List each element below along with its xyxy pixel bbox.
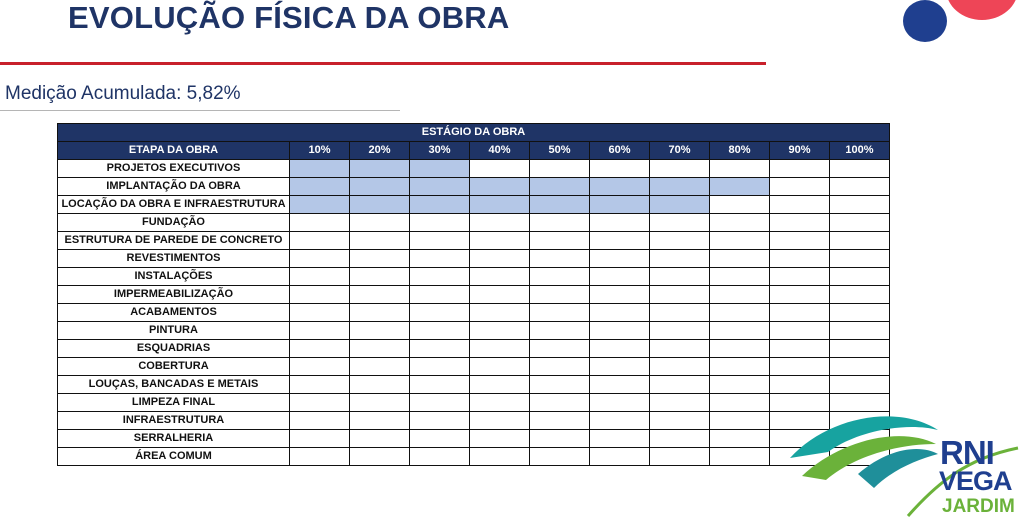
progress-cell-empty [710,430,770,448]
logo-line-jardim: JARDIM [942,496,1015,517]
progress-cell-empty [830,304,890,322]
stage-label: PROJETOS EXECUTIVOS [58,160,290,178]
progress-cell-empty [350,322,410,340]
progress-cell-empty [470,160,530,178]
stage-label: SERRALHERIA [58,430,290,448]
progress-cell-empty [290,394,350,412]
table-row [58,232,890,250]
stage-header-8: 80% [710,142,770,160]
progress-cell-empty [650,250,710,268]
progress-cell-empty [350,394,410,412]
progress-cell-empty [830,268,890,286]
progress-cell-filled [350,178,410,196]
progress-cell-filled [290,160,350,178]
stage-label: IMPERMEABILIZAÇÃO [58,286,290,304]
progress-cell-empty [650,340,710,358]
progress-cell-empty [650,394,710,412]
stage-label: PINTURA [58,322,290,340]
progress-cell-empty [350,340,410,358]
progress-cell-empty [710,340,770,358]
progress-cell-empty [530,160,590,178]
progress-cell-filled [470,178,530,196]
table-row [58,394,890,412]
progress-cell-empty [290,412,350,430]
progress-cell-empty [410,412,470,430]
progress-cell-empty [470,304,530,322]
progress-cell-filled [350,196,410,214]
progress-cell-empty [770,268,830,286]
progress-cell-empty [770,232,830,250]
progress-cell-empty [530,358,590,376]
progress-cell-empty [350,286,410,304]
progress-cell-empty [290,322,350,340]
stage-label: ACABAMENTOS [58,304,290,322]
progress-cell-empty [590,430,650,448]
stage-label: LOCAÇÃO DA OBRA E INFRAESTRUTURA [58,196,290,214]
progress-cell-empty [410,286,470,304]
progress-cell-filled [590,178,650,196]
progress-cell-filled [650,178,710,196]
progress-cell-empty [770,358,830,376]
progress-cell-empty [590,214,650,232]
progress-cell-empty [710,232,770,250]
progress-cell-empty [590,160,650,178]
progress-cell-empty [830,196,890,214]
progress-cell-empty [590,286,650,304]
first-column-header: ETAPA DA OBRA [58,142,290,160]
progress-cell-empty [830,178,890,196]
progress-cell-empty [530,412,590,430]
progress-cell-empty [650,304,710,322]
progress-cell-empty [290,286,350,304]
progress-cell-empty [350,376,410,394]
progress-cell-empty [530,448,590,466]
blue-circle-icon [903,0,947,42]
progress-cell-filled [710,178,770,196]
progress-cell-empty [290,448,350,466]
progress-cell-filled [410,196,470,214]
progress-cell-empty [710,250,770,268]
progress-cell-empty [470,376,530,394]
progress-cell-empty [350,268,410,286]
progress-cell-empty [470,268,530,286]
progress-cell-filled [410,160,470,178]
subtitle-underline [0,110,400,111]
progress-cell-empty [530,376,590,394]
progress-cell-empty [530,394,590,412]
table-row [58,322,890,340]
progress-cell-empty [530,214,590,232]
stage-label: ESQUADRIAS [58,340,290,358]
table-body [58,160,890,466]
table-row [58,286,890,304]
progress-table [57,123,890,466]
title-underline [0,62,766,65]
table-row [58,268,890,286]
progress-cell-filled [410,178,470,196]
progress-cell-empty [290,430,350,448]
logo-line-rni: RNI [940,434,994,471]
table-row [58,160,890,178]
progress-cell-empty [710,376,770,394]
stage-label: FUNDAÇÃO [58,214,290,232]
progress-cell-empty [470,448,530,466]
progress-cell-filled [290,178,350,196]
progress-cell-empty [650,322,710,340]
progress-cell-empty [650,214,710,232]
stage-label: INSTALAÇÕES [58,268,290,286]
table-row [58,358,890,376]
table-row [58,304,890,322]
table-row [58,178,890,196]
progress-cell-empty [770,376,830,394]
progress-cell-empty [590,268,650,286]
progress-cell-empty [650,268,710,286]
progress-cell-empty [590,250,650,268]
progress-cell-empty [710,268,770,286]
progress-cell-empty [830,160,890,178]
progress-cell-empty [530,268,590,286]
progress-cell-filled [470,196,530,214]
progress-cell-empty [770,304,830,322]
red-circle-icon [946,0,1018,20]
progress-cell-empty [350,430,410,448]
stage-header-5: 50% [530,142,590,160]
progress-cell-empty [650,232,710,250]
progress-cell-empty [830,358,890,376]
progress-cell-empty [710,214,770,232]
progress-cell-empty [650,358,710,376]
stage-label: LIMPEZA FINAL [58,394,290,412]
progress-cell-empty [590,412,650,430]
stage-header-3: 30% [410,142,470,160]
progress-cell-empty [470,412,530,430]
progress-cell-empty [350,304,410,322]
progress-cell-empty [590,358,650,376]
progress-cell-empty [590,376,650,394]
progress-cell-empty [770,250,830,268]
stage-label: COBERTURA [58,358,290,376]
progress-cell-empty [410,430,470,448]
table-row [58,340,890,358]
progress-cell-empty [470,232,530,250]
progress-cell-empty [650,160,710,178]
stage-header-7: 70% [650,142,710,160]
progress-cell-empty [470,214,530,232]
group-header-row [58,124,890,142]
progress-cell-empty [410,214,470,232]
table-row [58,196,890,214]
stage-header-9: 90% [770,142,830,160]
progress-cell-empty [350,448,410,466]
progress-cell-empty [410,304,470,322]
progress-cell-empty [710,448,770,466]
progress-cell-empty [410,268,470,286]
stage-header-4: 40% [470,142,530,160]
progress-cell-empty [350,232,410,250]
progress-cell-empty [770,340,830,358]
stage-header-6: 60% [590,142,650,160]
slide-title: EVOLUÇÃO FÍSICA DA OBRA [68,0,510,35]
stage-header-10: 100% [830,142,890,160]
table-row [58,376,890,394]
progress-cell-empty [650,412,710,430]
progress-cell-empty [830,232,890,250]
progress-cell-empty [290,376,350,394]
stage-label: REVESTIMENTOS [58,250,290,268]
progress-cell-empty [350,250,410,268]
progress-cell-empty [830,376,890,394]
progress-cell-empty [710,304,770,322]
progress-cell-empty [770,178,830,196]
progress-cell-empty [410,232,470,250]
progress-cell-empty [590,232,650,250]
progress-cell-empty [710,322,770,340]
progress-cell-empty [830,322,890,340]
progress-cell-empty [410,358,470,376]
progress-cell-empty [710,394,770,412]
progress-cell-empty [710,196,770,214]
progress-cell-empty [410,322,470,340]
progress-cell-empty [470,430,530,448]
stage-header-1: 10% [290,142,350,160]
progress-cell-empty [830,214,890,232]
accumulated-measurement: Medição Acumulada: 5,82% [5,83,241,104]
group-header: ESTÁGIO DA OBRA [58,124,890,142]
progress-cell-empty [530,322,590,340]
progress-cell-filled [530,196,590,214]
progress-cell-empty [350,358,410,376]
progress-cell-empty [710,358,770,376]
progress-cell-filled [290,196,350,214]
progress-cell-empty [830,340,890,358]
progress-cell-empty [530,232,590,250]
progress-cell-empty [650,376,710,394]
stage-label: ESTRUTURA DE PAREDE DE CONCRETO [58,232,290,250]
progress-cell-empty [290,304,350,322]
progress-cell-empty [830,286,890,304]
progress-cell-empty [290,250,350,268]
progress-cell-empty [290,340,350,358]
progress-cell-empty [410,340,470,358]
progress-cell-empty [710,160,770,178]
stage-label: INFRAESTRUTURA [58,412,290,430]
progress-cell-empty [530,304,590,322]
progress-cell-empty [530,286,590,304]
progress-cell-filled [530,178,590,196]
stage-label: IMPLANTAÇÃO DA OBRA [58,178,290,196]
progress-cell-empty [770,160,830,178]
progress-cell-empty [470,358,530,376]
progress-cell-empty [470,286,530,304]
progress-cell-empty [470,394,530,412]
progress-cell-empty [710,286,770,304]
progress-cell-empty [350,214,410,232]
progress-cell-empty [290,232,350,250]
progress-cell-empty [470,340,530,358]
progress-cell-filled [590,196,650,214]
progress-cell-empty [350,412,410,430]
table-row [58,214,890,232]
table-row [58,250,890,268]
progress-cell-empty [410,394,470,412]
progress-cell-empty [590,304,650,322]
progress-cell-empty [530,340,590,358]
table-row [58,412,890,430]
progress-cell-empty [470,322,530,340]
progress-cell-empty [650,448,710,466]
progress-cell-empty [770,286,830,304]
progress-cell-empty [710,412,770,430]
stage-label: ÁREA COMUM [58,448,290,466]
progress-cell-empty [590,340,650,358]
progress-cell-filled [350,160,410,178]
stage-header-2: 20% [350,142,410,160]
stage-header-row [58,142,890,160]
progress-cell-empty [590,448,650,466]
progress-cell-empty [770,196,830,214]
progress-cell-empty [410,250,470,268]
progress-cell-empty [410,448,470,466]
progress-cell-empty [590,394,650,412]
progress-cell-empty [770,214,830,232]
progress-cell-filled [650,196,710,214]
table-row [58,430,890,448]
progress-cell-empty [590,322,650,340]
progress-cell-empty [530,430,590,448]
progress-cell-empty [650,286,710,304]
progress-cell-empty [770,322,830,340]
progress-cell-empty [290,358,350,376]
progress-cell-empty [830,250,890,268]
progress-cell-empty [290,214,350,232]
stage-label: LOUÇAS, BANCADAS E METAIS [58,376,290,394]
progress-cell-empty [650,430,710,448]
progress-cell-empty [410,376,470,394]
progress-cell-empty [470,250,530,268]
table-row [58,448,890,466]
progress-cell-empty [530,250,590,268]
logo-line-vega: VEGA [939,466,1012,496]
progress-cell-empty [290,268,350,286]
